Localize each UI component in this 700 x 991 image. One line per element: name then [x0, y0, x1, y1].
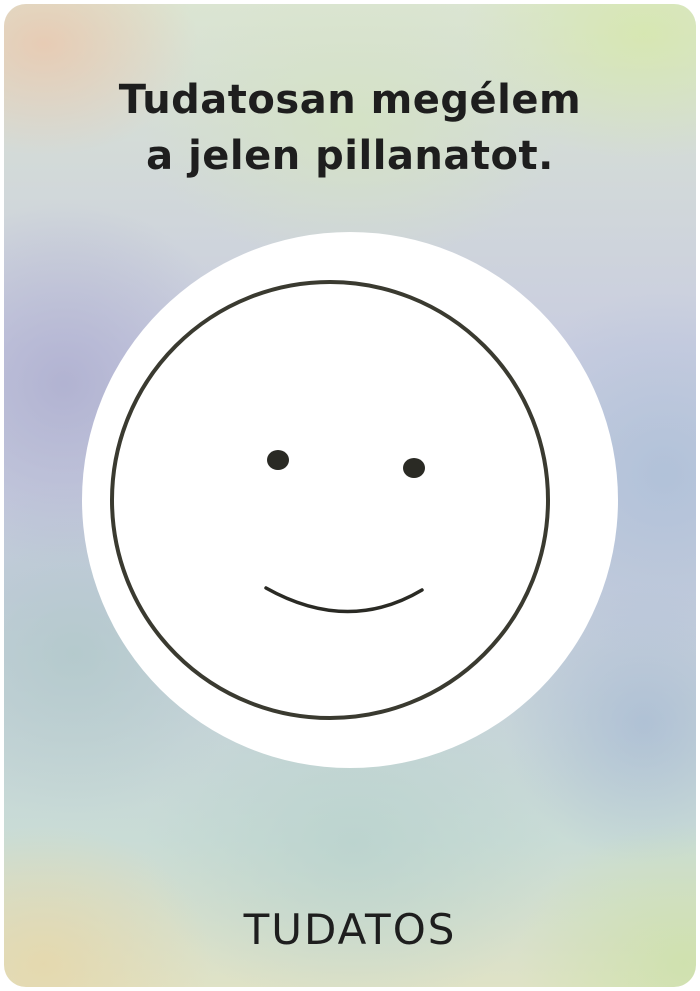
- card-keyword: TUDATOS: [243, 905, 457, 954]
- affirmation-card: [4, 4, 696, 987]
- smile-mouth: [266, 588, 422, 612]
- affirmation-line-1: Tudatosan megélem: [118, 77, 582, 123]
- left-eye-icon: [267, 450, 289, 470]
- face-outline: [112, 282, 548, 718]
- right-eye-icon: [403, 458, 425, 478]
- affirmation-text: [4, 72, 696, 184]
- affirmation-line-2: a jelen pillanatot.: [146, 133, 554, 179]
- smiley-face-icon: [108, 288, 552, 732]
